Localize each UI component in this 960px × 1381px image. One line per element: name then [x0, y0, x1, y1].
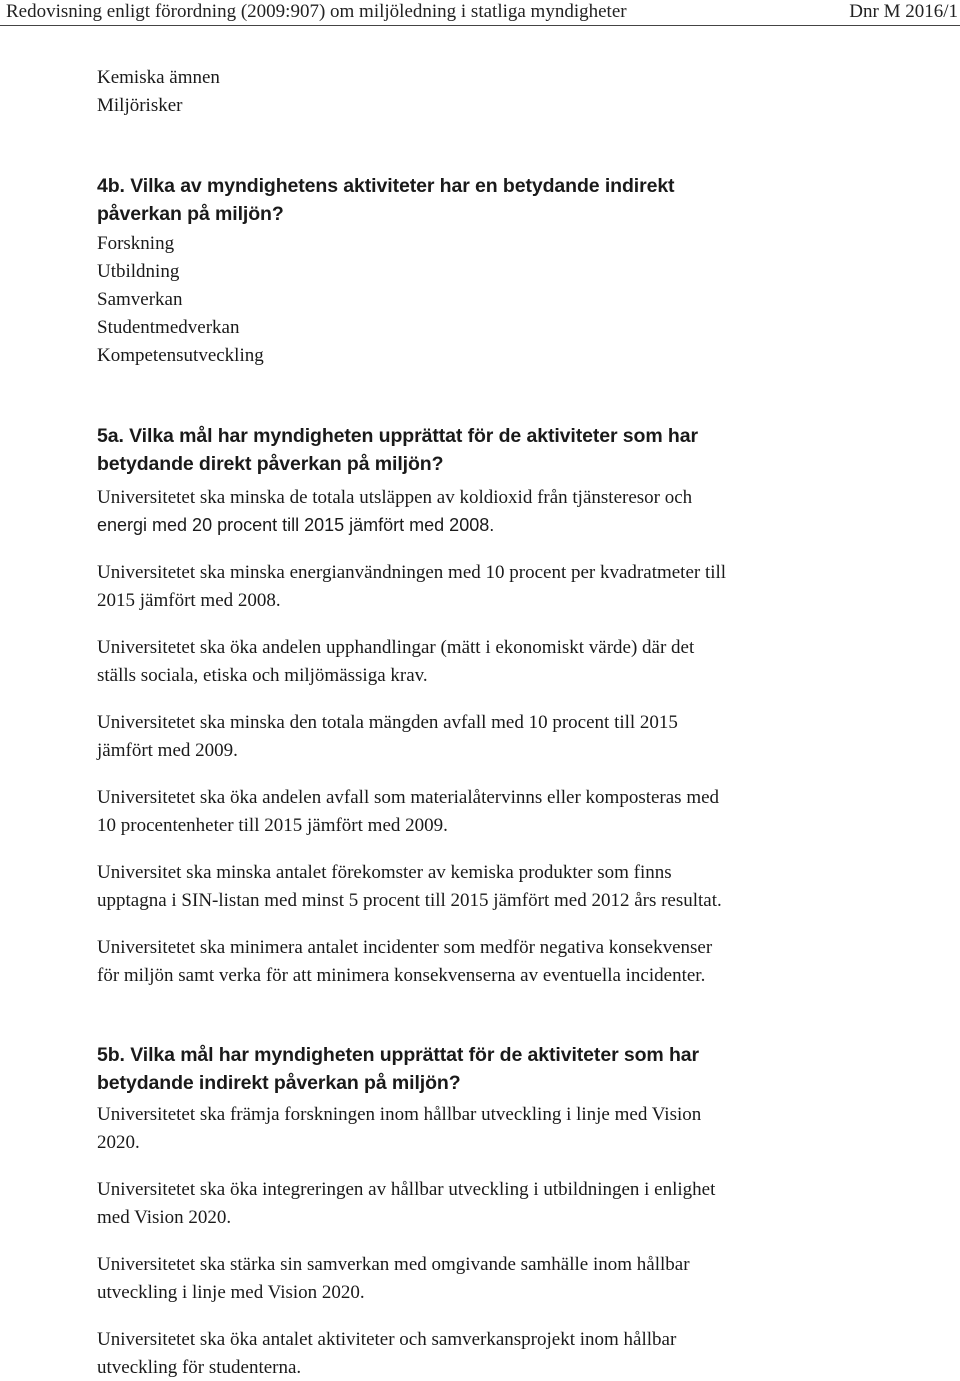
document-title: Redovisning enligt förordning (2009:907) om miljöledning i statliga myndigheter	[6, 1, 627, 22]
list-item: Kompetensutveckling	[97, 345, 264, 366]
section-heading: 5b. Vilka mål har myndigheten upprättat för de aktiviteter som har betydande indirekt påverkan på miljön?	[97, 1044, 700, 1094]
list-item: Studentmedverkan	[97, 317, 240, 338]
goal-paragraph: Universitetet ska öka andelen upphandlingar (mätt i ekonomiskt värde) där det ställs sociala, etiska och miljömässiga krav.	[97, 637, 695, 686]
goal-paragraph: Universitetet ska öka antalet aktiviteter och samverkansprojekt inom hållbar utveckling för studenterna.	[97, 1329, 677, 1378]
goal-paragraph: Universitetet ska öka andelen avfall som materialåtervinns eller komposteras med 10 procentenheter till 2015 jämfört med 2009.	[97, 787, 720, 836]
goal-paragraph: Universitetet ska främja forskningen inom hållbar utveckling i linje med Vision 2020.	[97, 1104, 702, 1153]
list-item: Samverkan	[97, 289, 183, 310]
document-body	[97, 64, 797, 1381]
page-header	[0, 0, 960, 26]
list-item: Forskning	[97, 233, 175, 254]
goal-paragraph: Universitet ska minska antalet förekomster av kemiska produkter som finns upptagna i SIN-listan med minst 5 procent till 2015 jämfört med 2012 års resultat.	[97, 862, 722, 911]
document-number: Dnr M 2016/1	[849, 1, 958, 22]
list-item: Kemiska ämnen	[97, 67, 220, 88]
list-item: Utbildning	[97, 261, 180, 282]
section-4b	[97, 172, 797, 370]
goal-paragraph: Universitetet ska stärka sin samverkan med omgivande samhälle inom hållbar utveckling i linje med Vision 2020.	[97, 1254, 690, 1303]
goal-paragraph: Universitetet ska minska den totala mängden avfall med 10 procent till 2015 jämfört med 2009.	[97, 712, 678, 761]
section-5a	[97, 422, 797, 989]
list-item: Miljörisker	[97, 95, 183, 116]
goal-paragraph: Universitetet ska minimera antalet incidenter som medför negativa konsekvenser för miljön samt verka för att minimera konsekvenserna av eventuella incidenter.	[97, 937, 713, 986]
section-heading: 4b. Vilka av myndighetens aktiviteter har en betydande indirekt påverkan på miljön?	[97, 175, 675, 225]
goal-paragraph: Universitetet ska minska energianvändningen med 10 procent per kvadratmeter till 2015 jämfört med 2008.	[97, 562, 727, 611]
section-5b	[97, 1041, 797, 1381]
goal-paragraph: Universitetet ska minska de totala utsläppen av koldioxid från tjänsteresor och energi med 20 procent till 2015 jämfört med 2008.	[97, 487, 693, 535]
activities-list	[97, 230, 797, 370]
section-heading: 5a. Vilka mål har myndigheten upprättat för de aktiviteter som har betydande direkt påverkan på miljön?	[97, 425, 698, 475]
goal-paragraph: Universitetet ska öka integreringen av hållbar utveckling i utbildningen i enlighet med Vision 2020.	[97, 1179, 716, 1228]
risks-list	[97, 64, 797, 120]
header-divider	[0, 25, 960, 26]
